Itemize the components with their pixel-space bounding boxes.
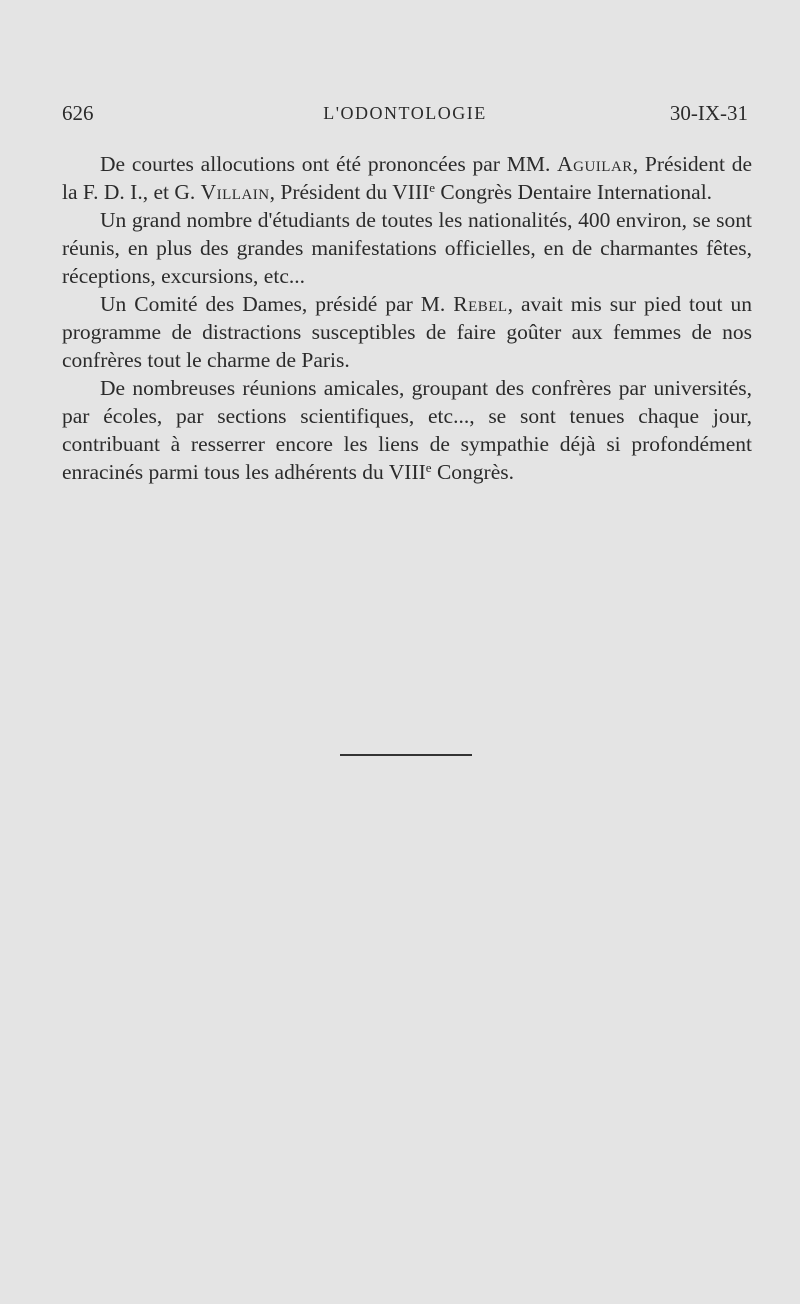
ordinal-superscript: e — [429, 180, 436, 195]
person-name-rebel: Rebel — [453, 292, 508, 316]
text-run: , Président de la F. D. I., et G. — [62, 152, 753, 204]
running-header — [62, 101, 748, 131]
text-run: Congrès Dentaire International. — [435, 180, 713, 204]
paragraph-comite-dames — [62, 290, 752, 374]
text-run: , Président du VIII — [269, 180, 430, 204]
paragraph-allocutions — [62, 150, 752, 206]
issue-date: 30-IX-31 — [669, 101, 748, 125]
text-run: De nombreuses réunions amicales, groupant des confrères par universités, par écoles, par sections scientifiques, etc..., se sont tenues chaque jour, contribuant à resserrer encore les liens de sympathie déjà si profondément enracinés parmi tous les adhérents du VIII — [62, 376, 752, 484]
journal-title: L'ODONTOLOGIE — [323, 103, 487, 123]
text-run: , avait mis sur pied tout un programme de distractions susceptibles de faire goûter aux femmes de nos confrères tout le charme de Paris. — [62, 292, 752, 372]
paragraph-etudiants: Un grand nombre d'étudiants de toutes les nationalités, 400 environ, se sont réunis, en plus des grandes manifestations officielles, en de charmantes fêtes, réceptions, excursions, etc... — [62, 208, 752, 288]
person-name-aguilar: Aguilar — [557, 152, 633, 176]
text-run: Un Comité des Dames, présidé par M. — [100, 292, 454, 316]
ordinal-superscript: e — [425, 460, 432, 475]
section-divider — [340, 754, 472, 756]
person-name-villain: Villain — [200, 180, 270, 204]
article-body — [62, 150, 752, 486]
text-run: Congrès. — [431, 460, 514, 484]
paragraph-reunions — [62, 374, 752, 486]
text-run: De courtes allocutions ont été prononcées par MM. — [100, 152, 558, 176]
page-number: 626 — [62, 101, 94, 125]
